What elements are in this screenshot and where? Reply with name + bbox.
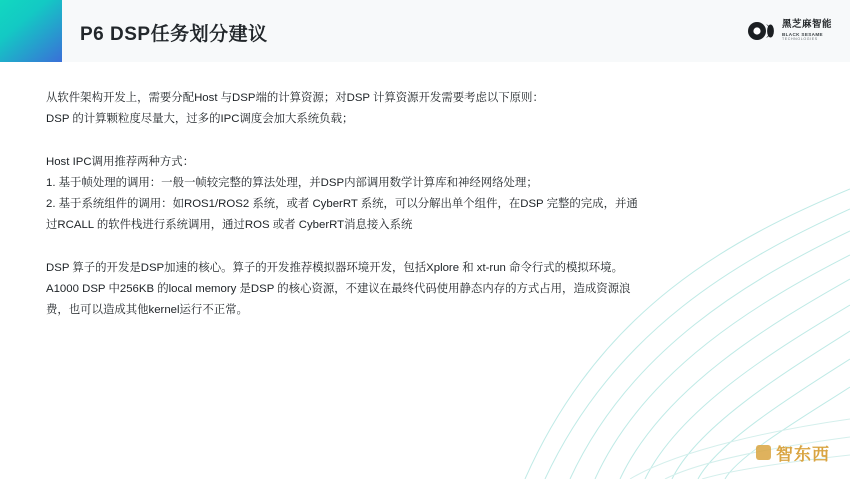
body-line: Host IPC调用推荐两种方式： [46, 156, 195, 168]
brand-name-en: BLACK SESAME [781, 31, 823, 37]
body-line: A1000 DSP 中256KB 的local memory 是DSP 的核心资源，不建议在最终代码使用静态内存的方式占用，造成资源浪 [46, 283, 631, 295]
body-line: DSP 算子的开发是DSP加速的核心。算子的开发推荐模拟器环境开发，包括Xplore 和 xt-run 命令行式的模拟环境。 [46, 262, 623, 274]
brand-logo [748, 17, 832, 45]
watermark-text: 智东西 [776, 445, 830, 464]
slide-body [46, 88, 806, 321]
body-line: DSP 的计算颗粒度尽量大，过多的IPC调度会加大系统负载； [46, 113, 354, 125]
brand-logo-text [782, 20, 832, 41]
watermark-logo-icon [756, 445, 771, 460]
brand-name-en-sub: TECHNOLOGIES [781, 36, 818, 41]
body-line: 从软件架构开发上，需要分配Host 与DSP端的计算资源；对DSP 计算资源开发需要考虑以下原则： [46, 92, 544, 104]
slide-header [0, 0, 850, 62]
watermark [756, 440, 830, 465]
list-item-continuation: 过RCALL 的软件栈进行系统调用，通过ROS 或者 CyberRT消息接入系统 [46, 219, 413, 231]
list-item: 1. 基于帧处理的调用：一般一帧较完整的算法处理，并DSP内部调用数学计算库和神经网络处理； [46, 177, 538, 189]
header-accent-block [0, 0, 62, 62]
black-sesame-logo-icon [748, 21, 775, 41]
brand-name-cn: 黑芝麻智能 [781, 19, 832, 31]
list-item: 2. 基于系统组件的调用：如ROS1/ROS2 系统，或者 CyberRT 系统，可以分解出单个组件，在DSP 完整的完成，并通 [46, 198, 638, 210]
body-line: 费，也可以造成其他kernel运行不正常。 [46, 304, 248, 316]
page-title: P6 DSP任务划分建议 [80, 24, 268, 45]
paragraph-block-3 [46, 258, 806, 321]
paragraph-block-1 [46, 88, 806, 130]
paragraph-block-2 [46, 152, 806, 236]
